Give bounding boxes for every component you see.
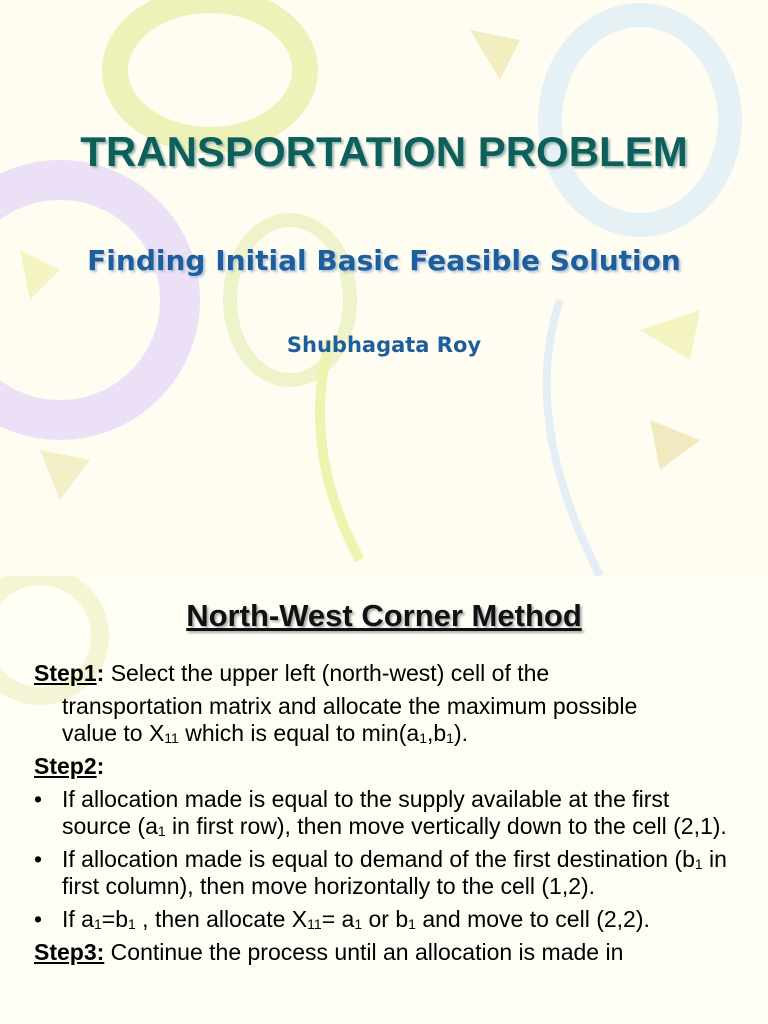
subscript: 11 — [164, 730, 179, 746]
t: ,b — [426, 720, 447, 746]
bullet-icon: • — [34, 786, 43, 812]
step1-text: Select the upper left (north-west) cell of the — [104, 660, 550, 686]
subscript: 1 — [354, 916, 363, 932]
t: value to X — [62, 720, 165, 746]
step3-line — [34, 939, 734, 966]
step2-label: Step2 — [34, 753, 97, 779]
bullet-item — [34, 906, 734, 933]
t: If allocation made is equal to demand of the first destination (b — [62, 846, 695, 872]
slide-subtitle: Finding Initial Basic Feasible Solution — [87, 244, 681, 277]
subscript: 1 — [408, 916, 416, 932]
method-steps — [34, 660, 734, 966]
subscript: 1 — [446, 730, 454, 746]
bullet-item — [34, 786, 734, 840]
subscript: 1 — [157, 823, 166, 839]
t: and move to cell (2,2). — [415, 906, 650, 932]
t: = a — [321, 906, 355, 932]
slide-title: TRANSPORTATION PROBLEM — [80, 128, 688, 175]
subscript: 1 — [419, 730, 427, 746]
t: in first column), then move horizontally to the cell (1,2). — [62, 846, 727, 899]
step1-line1 — [34, 660, 734, 687]
step3-label: Step3: — [34, 939, 105, 965]
step1-line3 — [34, 720, 734, 747]
t: in first row), then move vertically down to the cell (2,1). — [165, 813, 727, 839]
bullet-icon: • — [34, 846, 43, 872]
step1-label: Step1 — [34, 660, 97, 686]
t: ). — [453, 720, 469, 746]
t: which is equal to min(a — [178, 720, 420, 746]
t: If allocation made is equal to the supply available at the first source (a — [62, 786, 670, 839]
t: or b — [362, 906, 409, 932]
subscript: 1 — [694, 856, 703, 872]
bullet-item — [34, 846, 734, 900]
step3-text: Continue the process until an allocation is made in — [104, 939, 624, 965]
subscript: 1 — [93, 916, 102, 932]
step1-line2: transportation matrix and allocate the maximum possible — [62, 693, 638, 719]
subscript: 11 — [307, 916, 322, 932]
step2-line — [34, 753, 734, 780]
t: =b — [101, 906, 128, 932]
step1-colon: : — [96, 660, 105, 686]
section-heading: North-West Corner Method — [186, 598, 582, 633]
bullet-icon: • — [34, 906, 43, 932]
t: , then allocate X — [135, 906, 308, 932]
author-name: Shubhagata Roy — [286, 333, 482, 357]
subscript: 1 — [128, 916, 136, 932]
step2-colon: : — [96, 753, 105, 779]
t: If a — [62, 906, 94, 932]
